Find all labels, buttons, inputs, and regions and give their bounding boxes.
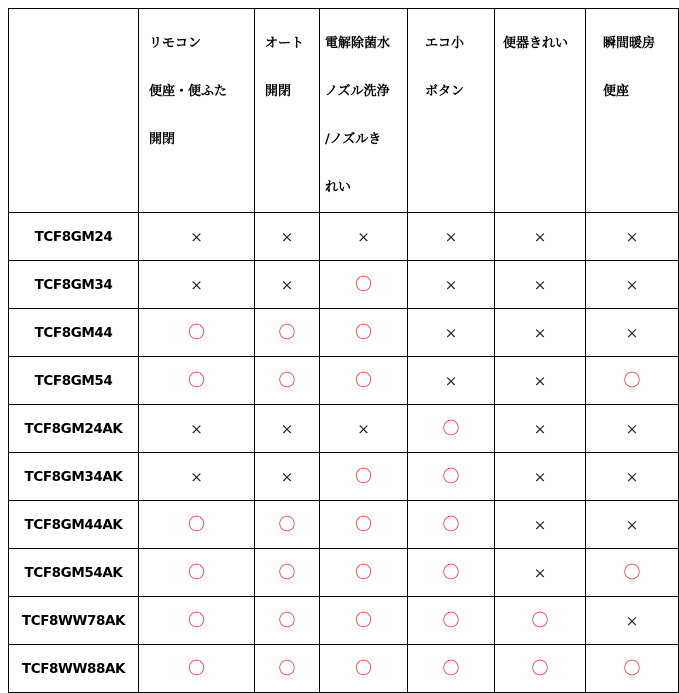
feature-cell (586, 357, 679, 405)
header-instant-heated-seat: 瞬間暖房 便座 (586, 9, 679, 213)
model-name-cell: TCF8WW88AK (9, 645, 139, 693)
model-name-cell: TCF8GM34 (9, 261, 139, 309)
feature-cell (586, 645, 679, 693)
cross-mark: × (444, 372, 458, 390)
feature-cell (408, 213, 495, 261)
cross-mark: × (190, 420, 203, 438)
circle-mark: 〇 (442, 563, 460, 583)
cross-mark: × (533, 516, 547, 534)
table-row (9, 357, 679, 405)
circle-mark: 〇 (442, 515, 460, 535)
feature-cell (255, 213, 320, 261)
circle-mark: 〇 (442, 611, 460, 631)
model-name-cell: TCF8GM44AK (9, 501, 139, 549)
circle-mark: 〇 (623, 659, 641, 679)
circle-mark: 〇 (355, 275, 372, 295)
feature-cell (320, 309, 408, 357)
feature-cell (139, 645, 255, 693)
circle-mark: 〇 (188, 323, 205, 343)
feature-cell (495, 645, 586, 693)
feature-cell (586, 213, 679, 261)
model-name-cell: TCF8GM24AK (9, 405, 139, 453)
cross-mark: × (625, 324, 639, 342)
feature-cell (139, 213, 255, 261)
circle-mark: 〇 (278, 611, 296, 631)
feature-cell (255, 357, 320, 405)
circle-mark: 〇 (355, 323, 372, 343)
feature-cell (586, 405, 679, 453)
cross-mark: × (625, 612, 639, 630)
feature-cell (139, 549, 255, 597)
circle-mark: 〇 (278, 323, 296, 343)
feature-cell (586, 453, 679, 501)
feature-cell (255, 309, 320, 357)
cross-mark: × (533, 276, 547, 294)
feature-cell (139, 501, 255, 549)
cross-mark: × (533, 420, 547, 438)
cross-mark: × (280, 228, 294, 246)
model-name-cell: TCF8GM34AK (9, 453, 139, 501)
circle-mark: 〇 (355, 371, 372, 391)
circle-mark: 〇 (355, 515, 372, 535)
circle-mark: 〇 (623, 371, 641, 391)
feature-cell (320, 453, 408, 501)
cross-mark: × (357, 228, 370, 246)
feature-cell (255, 597, 320, 645)
feature-cell (139, 261, 255, 309)
header-eco-small-button: エコ小 ボタン (408, 9, 495, 213)
table-row (9, 213, 679, 261)
feature-cell (586, 549, 679, 597)
feature-cell (408, 261, 495, 309)
table-row (9, 645, 679, 693)
feature-cell (139, 309, 255, 357)
feature-cell (495, 405, 586, 453)
table-row (9, 597, 679, 645)
table-row (9, 261, 679, 309)
feature-cell (495, 213, 586, 261)
feature-cell (320, 549, 408, 597)
circle-mark: 〇 (188, 563, 205, 583)
model-name-cell: TCF8GM44 (9, 309, 139, 357)
feature-cell (320, 213, 408, 261)
feature-cell (495, 597, 586, 645)
table-row (9, 453, 679, 501)
feature-cell (408, 645, 495, 693)
circle-mark: 〇 (531, 659, 549, 679)
feature-cell (495, 357, 586, 405)
feature-cell (586, 597, 679, 645)
feature-cell (255, 549, 320, 597)
feature-cell (255, 261, 320, 309)
feature-cell (320, 405, 408, 453)
feature-cell (495, 261, 586, 309)
table-row (9, 309, 679, 357)
feature-cell (495, 453, 586, 501)
circle-mark: 〇 (278, 371, 296, 391)
circle-mark: 〇 (188, 611, 205, 631)
cross-mark: × (533, 564, 547, 582)
cross-mark: × (280, 420, 294, 438)
header-electrolyzed-nozzle: 電解除菌水 ノズル洗浄 /ノズルき れい (320, 9, 408, 213)
feature-cell (586, 501, 679, 549)
cross-mark: × (444, 228, 458, 246)
cross-mark: × (533, 372, 547, 390)
feature-cell (320, 501, 408, 549)
header-bowl-clean: 便器きれい (495, 9, 586, 213)
feature-cell (139, 405, 255, 453)
cross-mark: × (625, 468, 639, 486)
cross-mark: × (444, 276, 458, 294)
circle-mark: 〇 (442, 659, 460, 679)
circle-mark: 〇 (442, 467, 460, 487)
table-row (9, 405, 679, 453)
feature-cell (408, 549, 495, 597)
feature-cell (320, 597, 408, 645)
feature-cell (408, 309, 495, 357)
feature-cell (408, 453, 495, 501)
cross-mark: × (625, 276, 639, 294)
cross-mark: × (533, 468, 547, 486)
table-row (9, 549, 679, 597)
circle-mark: 〇 (188, 515, 205, 535)
feature-comparison-table (8, 8, 679, 693)
cross-mark: × (444, 324, 458, 342)
feature-cell (586, 261, 679, 309)
cross-mark: × (190, 276, 203, 294)
header-corner-cell (9, 9, 139, 213)
model-name-cell: TCF8GM24 (9, 213, 139, 261)
cross-mark: × (190, 468, 203, 486)
feature-cell (408, 357, 495, 405)
feature-cell (139, 453, 255, 501)
feature-cell (320, 357, 408, 405)
circle-mark: 〇 (623, 563, 641, 583)
cross-mark: × (357, 420, 370, 438)
circle-mark: 〇 (278, 563, 296, 583)
circle-mark: 〇 (278, 659, 296, 679)
feature-cell (139, 597, 255, 645)
feature-cell (255, 501, 320, 549)
cross-mark: × (533, 228, 547, 246)
header-auto-open-close: オート 開閉 (255, 9, 320, 213)
cross-mark: × (280, 468, 294, 486)
feature-cell (495, 501, 586, 549)
feature-cell (408, 597, 495, 645)
circle-mark: 〇 (355, 563, 372, 583)
circle-mark: 〇 (355, 659, 372, 679)
circle-mark: 〇 (278, 515, 296, 535)
feature-cell (408, 501, 495, 549)
feature-cell (320, 645, 408, 693)
circle-mark: 〇 (531, 611, 549, 631)
cross-mark: × (190, 228, 203, 246)
circle-mark: 〇 (355, 611, 372, 631)
feature-cell (255, 453, 320, 501)
circle-mark: 〇 (188, 371, 205, 391)
feature-cell (255, 405, 320, 453)
header-remote-seat-lid: リモコン 便座・便ふた 開閉 (139, 9, 255, 213)
circle-mark: 〇 (355, 467, 372, 487)
model-name-cell: TCF8GM54 (9, 357, 139, 405)
feature-cell (408, 405, 495, 453)
feature-cell (139, 357, 255, 405)
feature-cell (255, 645, 320, 693)
table-row (9, 501, 679, 549)
feature-cell (495, 309, 586, 357)
model-name-cell: TCF8GM54AK (9, 549, 139, 597)
feature-cell (586, 309, 679, 357)
feature-cell (495, 549, 586, 597)
header-row (9, 9, 679, 213)
model-name-cell: TCF8WW78AK (9, 597, 139, 645)
circle-mark: 〇 (188, 659, 205, 679)
feature-cell (320, 261, 408, 309)
cross-mark: × (280, 276, 294, 294)
cross-mark: × (625, 228, 639, 246)
cross-mark: × (625, 420, 639, 438)
circle-mark: 〇 (442, 419, 460, 439)
cross-mark: × (625, 516, 639, 534)
cross-mark: × (533, 324, 547, 342)
